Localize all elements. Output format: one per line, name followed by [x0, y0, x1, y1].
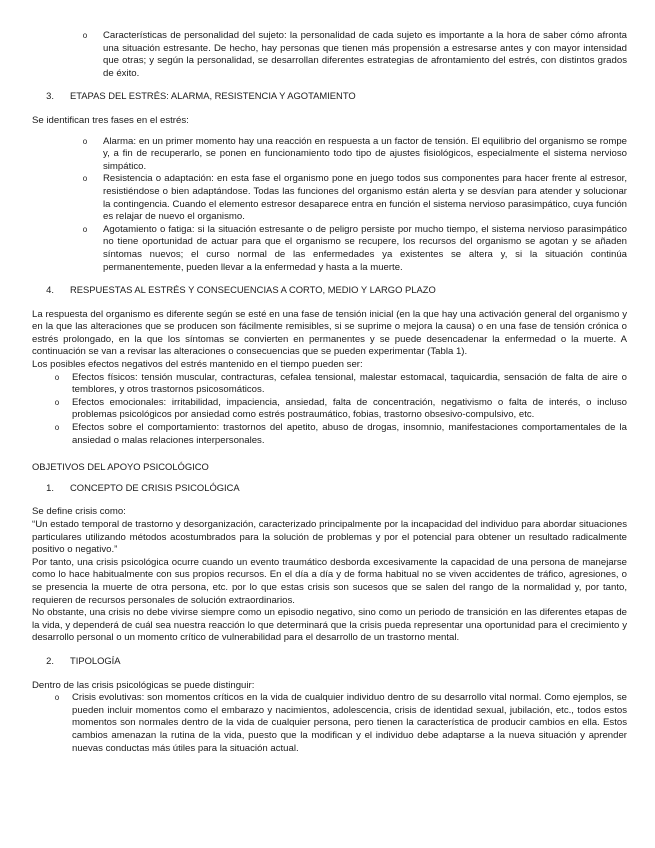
list-item — [32, 397, 627, 422]
typology-list — [32, 692, 627, 755]
section-heading — [32, 482, 627, 495]
chapter-title: OBJETIVOS DEL APOYO PSICOLÓGICO — [32, 461, 209, 473]
list-item-text: Agotamiento o fatiga: si la situación estresante o de peligro persiste por mucho tiempo, el sistema nervioso parasimpático no tiene oportunidad de actuar para que el organismo se recupere, los recursos del organismo se agotan y se añaden síntomas nuevos; el curso normal de las enfermedades ya existentes se altera y, si la situación continúa permanentemente, pueden llevar a la enfermedad y hasta a la muerte. — [103, 223, 627, 273]
section-heading — [32, 284, 627, 297]
list-item — [77, 224, 627, 274]
section-number: 4. — [46, 284, 54, 296]
bullet-icon: o — [54, 372, 60, 382]
list-item-text: Efectos físicos: tensión muscular, contracturas, cefalea tensional, malestar estomacal, taquicardia, sensación de falta de aire o temblores, y otros trastornos psicosomáticos. — [72, 371, 627, 396]
section-lead: Dentro de las crisis psicológicas se puede distinguir: — [32, 679, 255, 691]
section-paragraph: La respuesta del organismo es diferente según se esté en una fase de tensión inicial (en la que hay una activación general del organismo y en la que las alteraciones que se producen son fácilmente remisibles, si se suprime o mejora la causa) o en una fase de tensión crónica o estrés prolongado, en la que los síntomas se convierten en permanentes y se puede desencadenar la enfermedad o la muerte. A continuación se van a revisar las alteraciones o consecuencias que se pueden experimentar (Tabla 1). — [32, 308, 627, 358]
bullet-icon: o — [82, 224, 88, 234]
section-paragraph: No obstante, una crisis no debe vivirse siempre como un episodio negativo, sino como un periodo de transición en las diferentes etapas de la vida, y dependerá de cuál sea nuestra reacción lo que determinará que la crisis pueda representar una oportunidad para el crecimiento y desarrollo personal o un momento crítico de vulnerabilidad para el desarrollo de un trastorno mental. — [32, 607, 627, 644]
section-number: 1. — [46, 481, 54, 493]
bullet-icon: o — [54, 397, 60, 407]
section-number: 3. — [46, 90, 54, 102]
list-item — [32, 692, 627, 755]
list-item — [32, 372, 627, 397]
bullet-icon: o — [54, 423, 60, 433]
list-item — [77, 173, 627, 223]
stages-list — [77, 136, 627, 275]
definition-quote: “Un estado temporal de trastorno y desorganización, caracterizado principalmente por la incapacidad del individuo para abordar situaciones particulares utilizando métodos acostumbrados para la solución de problemas y por el potencial para obtener un resultado radicalmente positivo o negativo.” — [32, 519, 627, 556]
bullet-icon: o — [54, 693, 60, 703]
section-lead: Los posibles efectos negativos del estrés mantenido en el tiempo pueden ser: — [32, 359, 363, 371]
section-title: RESPUESTAS AL ESTRÉS Y CONSECUENCIAS A CORTO, MEDIO Y LARGO PLAZO — [70, 284, 436, 296]
section-lead: Se define crisis como: — [32, 506, 126, 518]
bullet-icon: o — [82, 136, 88, 146]
list-item-text: Efectos emocionales: irritabilidad, impaciencia, ansiedad, falta de concentración, negativismo o falta de interés, o incluso problemas psicológicos por ansiedad como estrés postraumático, fobias, trastorno obsesivo-compulsivo, etc. — [72, 396, 627, 421]
bullet-icon: o — [82, 31, 88, 40]
list-item-text: Crisis evolutivas: son momentos críticos en la vida de cualquier individuo dentro de su desarrollo vital normal. Como ejemplos, se pueden incluir momentos como el embarazo y nacimientos, adolescencia, crisis de identidad sexual, jubilación, etc., todos estos momentos son normales dentro de la vida de cualquier persona, pero tienen la característica de producir cambios en ella. Estos cambios amenazan la rutina de la vida, puesto que la modifican y el individuo debe adaptarse a la nueva situación y aprender nuevas conductas más útiles para la situación actual. — [72, 692, 627, 754]
section-lead: Se identifican tres fases en el estrés: — [32, 114, 189, 126]
list-item — [77, 30, 627, 80]
bullet-icon: o — [82, 174, 88, 184]
section-title: CONCEPTO DE CRISIS PSICOLÓGICA — [70, 481, 240, 493]
section-paragraph: Por tanto, una crisis psicológica ocurre cuando un evento traumático desborda excesivamente la capacidad de una persona de manejarse como lo hace habitualmente con sus propios recursos. En el día a día y de forma habitual no se viven accidentes de tráfico, agresiones, o se presencia la muerte de otra persona, etc. por lo que estas crisis son sucesos que se salen del rango de la normalidad y, por tanto, requieren de recursos personales de solución extraordinarios. — [32, 556, 627, 606]
list-item-text: Efectos sobre el comportamiento: trastornos del apetito, abuso de drogas, insomnio, manifestaciones comportamentales de la ansiedad o malas relaciones interpersonales. — [72, 422, 627, 446]
section-number: 2. — [46, 654, 54, 666]
section-title: ETAPAS DEL ESTRÉS: ALARMA, RESISTENCIA Y AGOTAMIENTO — [70, 90, 356, 102]
section-heading — [32, 90, 627, 103]
section-heading — [32, 655, 627, 668]
list-item — [32, 422, 627, 447]
list-item-text: Alarma: en un primer momento hay una reacción en respuesta a un factor de tensión. El equilibrio del organismo se rompe y, a fin de recuperarlo, se ponen en funcionamiento todo tipo de ajustes fisiológicos, especialmente el sistema nervioso simpático. — [103, 135, 627, 172]
list-item-text: Características de personalidad del sujeto: la personalidad de cada sujeto es importante a la hora de saber cómo afronta una situación estresante. De hecho, hay personas que tienen más propensión a estresarse antes y con mayor intensidad que otras; y según la personalidad, se desarrollan diferentes estrategias de afrontamiento del estrés, con distintos grados de éxito. — [103, 30, 627, 79]
section-title: TIPOLOGÍA — [70, 654, 121, 666]
intro-list — [77, 30, 627, 80]
effects-list — [32, 372, 627, 448]
list-item-text: Resistencia o adaptación: en esta fase el organismo pone en juego todos sus componentes para hacer frente al estresor, resistiéndose o bien adaptándose. Todas las funciones del organismo están alerta y se desvían para atender y solucionar la contingencia. Cuando el elemento estresor desaparece entra en función el sistema nervioso parasimpático, cuya función es relajar de nuevo el organismo. — [103, 173, 627, 223]
list-item — [77, 136, 627, 174]
